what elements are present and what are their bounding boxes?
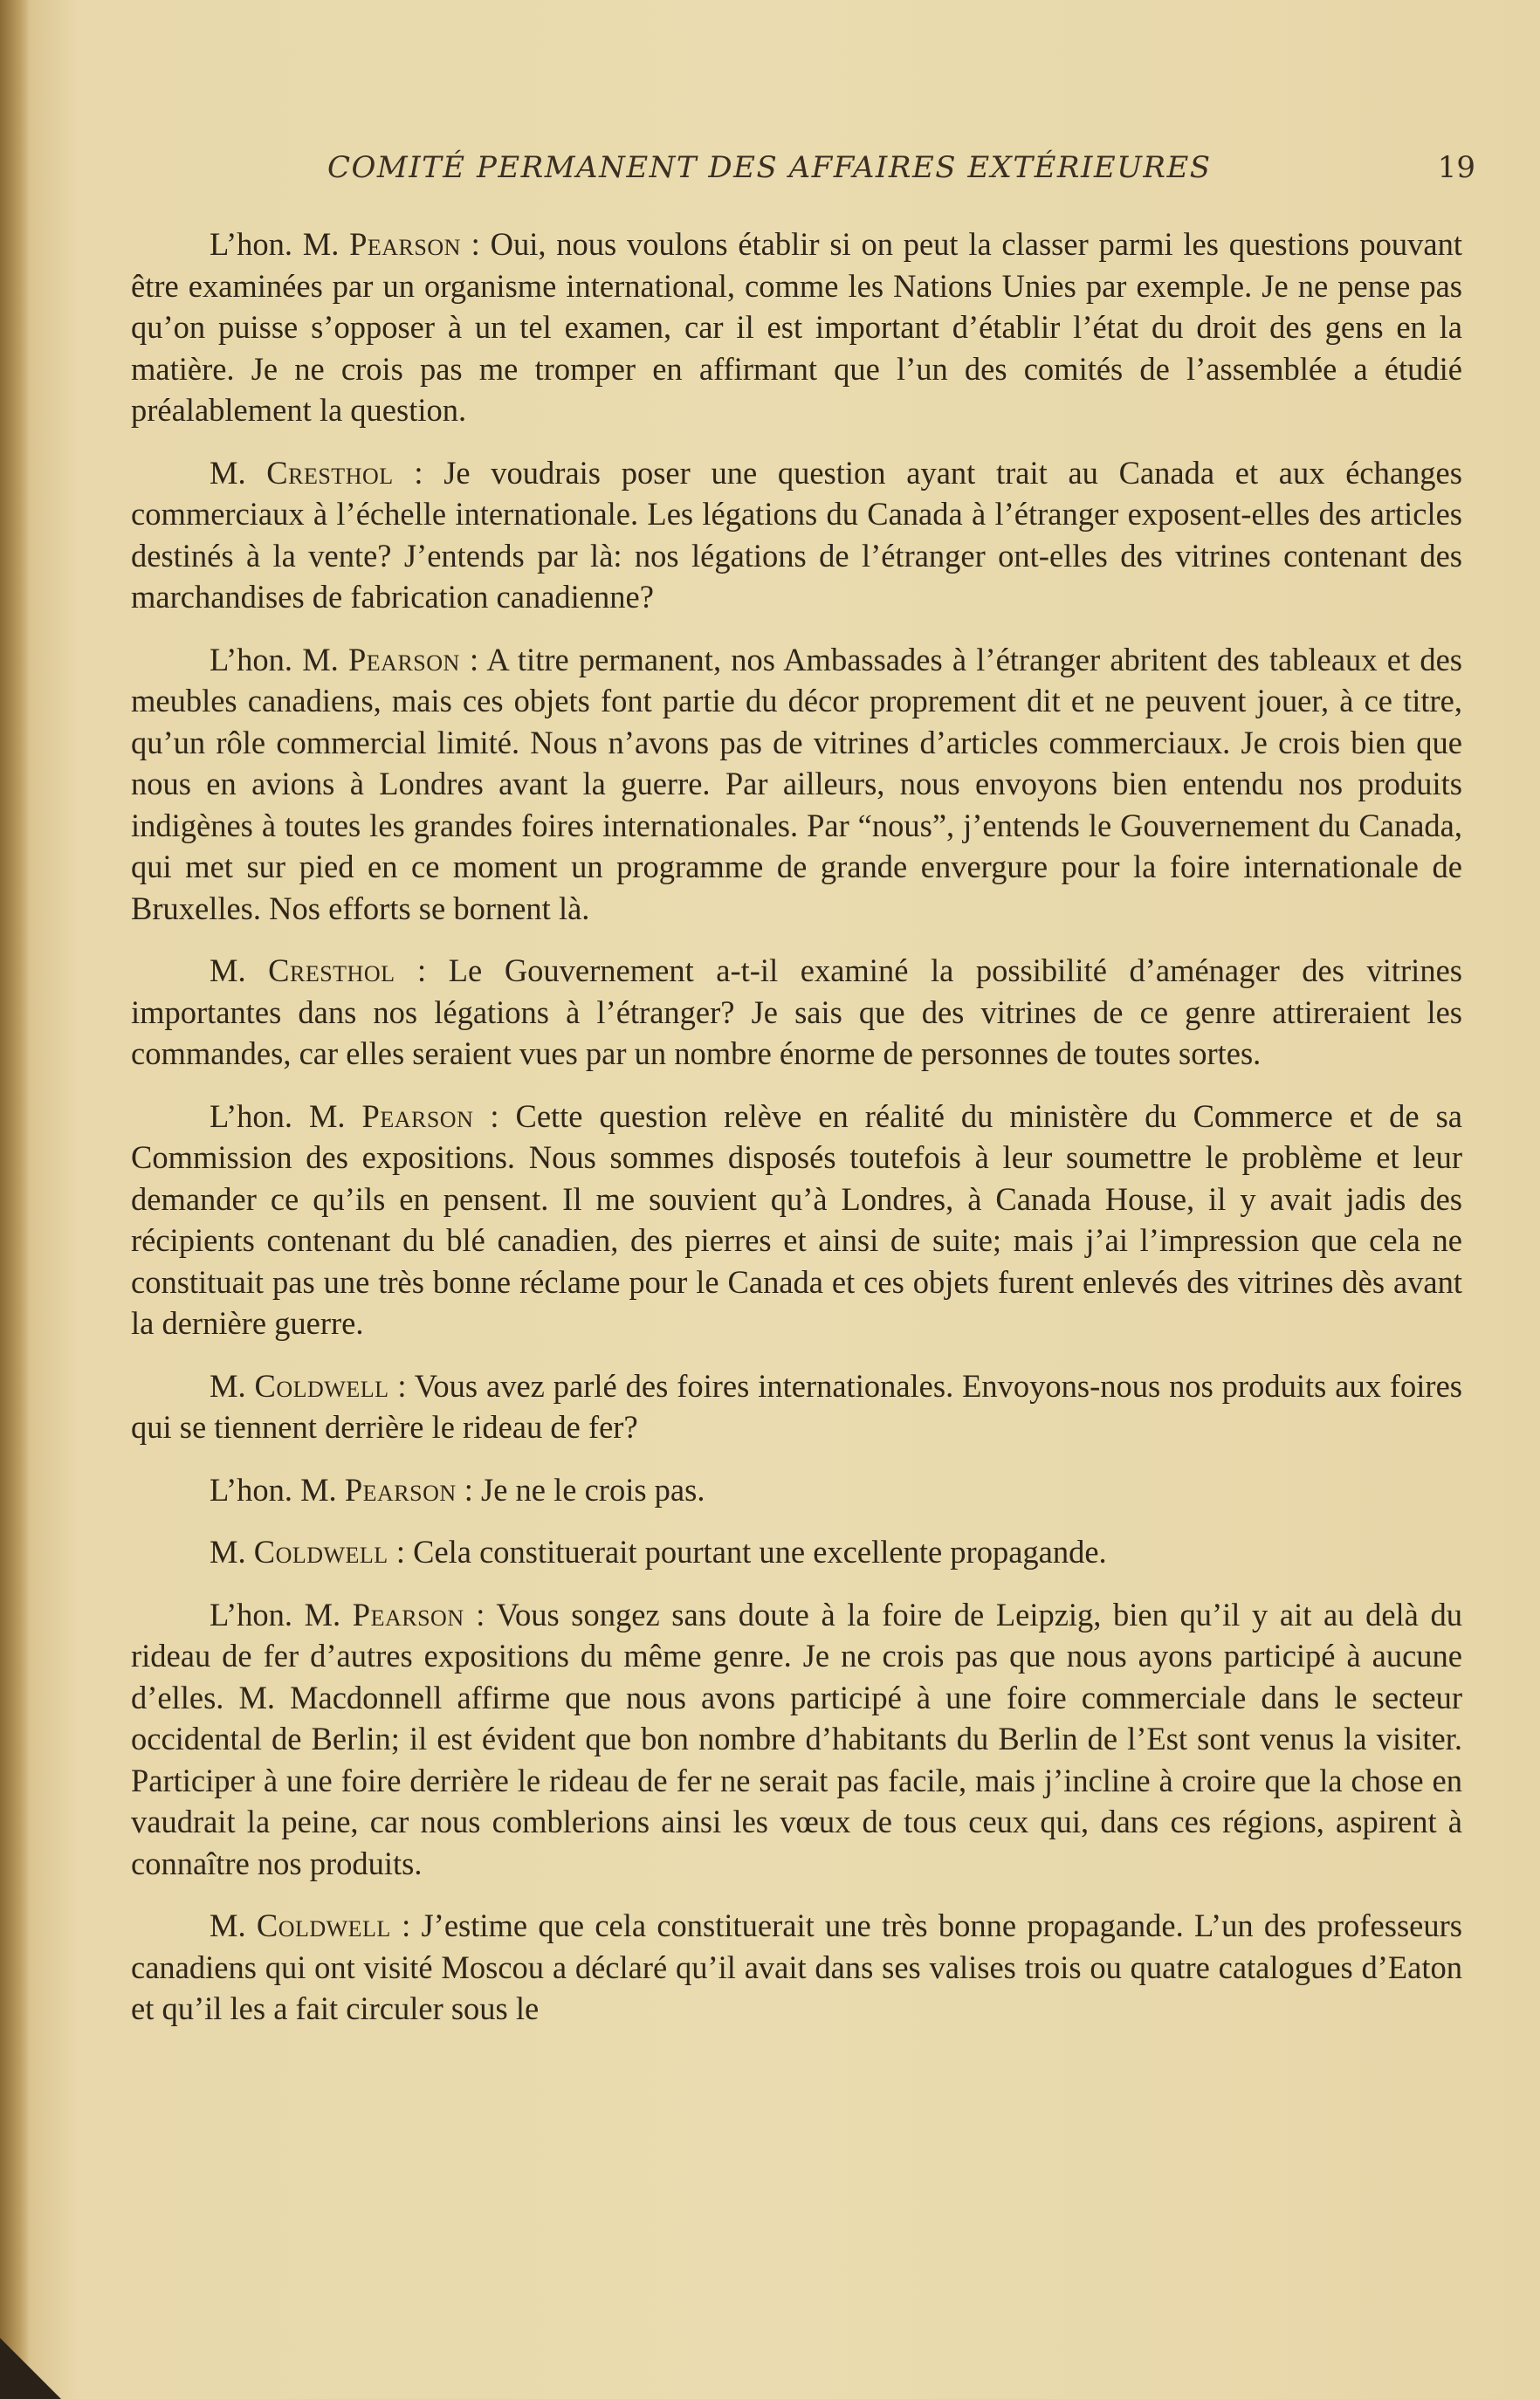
running-head xyxy=(131,150,1475,194)
speaker-separator: : xyxy=(464,1596,497,1633)
paragraph-text: Vous songez sans doute à la foire de Leipzig, bien qu’il y ait au delà du rideau de fer d’autres expositions du même genre. Je ne crois pas que nous ayons participé à aucune d’elles. M. Macdonnell affirme que nous avons participé à une foire commerciale dans le secteur occidental de Berlin; il est évident que bon nombre d’habitants du Berlin de l’Est sont venus la visiter. Participer à une foire derrière le rideau de fer ne serait pas facile, mais j’incline à croire que la chose en vaudrait la peine, car nous comblerions ainsi les vœux de tous ceux qui, dans ces régions, aspirent à connaître nos produits. xyxy=(131,1596,1462,1881)
speaker-prefix: M. xyxy=(210,1908,257,1943)
speaker-name: Pearson xyxy=(344,1471,457,1508)
paragraph xyxy=(131,1365,1462,1448)
speaker-name: Pearson xyxy=(349,226,461,262)
paragraph xyxy=(131,452,1462,618)
paragraph xyxy=(131,1096,1462,1344)
speaker-name: Coldwell xyxy=(254,1367,389,1404)
speaker-name: Coldwell xyxy=(253,1534,388,1570)
page-corner-shadow xyxy=(0,2338,61,2399)
speaker-separator: : xyxy=(456,1471,482,1508)
speaker-separator: : xyxy=(388,1534,414,1570)
speaker-prefix: L’hon. M. xyxy=(210,1596,353,1633)
speaker-name: Cresthol xyxy=(266,454,394,491)
speaker-prefix: L’hon. M. xyxy=(210,1097,362,1134)
paragraph-text: A titre permanent, nos Ambassades à l’étranger abritent des tableaux et des meubles canadiens, mais ces objets font partie du décor proprement dit et ne peuvent jouer, à ce titre, qu’un rôle commercial limité. Nous n’avons pas de vitrines d’articles commerciaux. Je crois bien que nous en avions à Londres avant la guerre. Par ailleurs, nous envoyons bien entendu nos produits indigènes à toutes les grandes foires internationales. Par “nous”, j’entends le Gouvernement du Canada, qui met sur pied en ce moment un programme de grande envergure pour la foire internationale de Bruxelles. Nos efforts se bornent là. xyxy=(131,641,1462,926)
paragraph-text: Cela constituerait pourtant une excellente propagande. xyxy=(413,1534,1107,1570)
speaker-prefix: M. xyxy=(210,1534,254,1570)
speaker-name: Pearson xyxy=(361,1097,474,1134)
speaker-prefix: M. xyxy=(210,952,269,988)
speaker-separator: : xyxy=(388,1367,415,1404)
speaker-prefix: L’hon. M. xyxy=(210,641,348,677)
paragraph xyxy=(131,1594,1462,1885)
speaker-separator: : xyxy=(393,454,444,491)
paragraph-text: Cette question relève en réalité du ministère du Commerce et de sa Commission des expositions. Nous sommes disposés toutefois à leur soumettre le problème et leur demander ce qu’ils en pensent. Il me souvient qu’à Londres, à Canada House, il y avait jadis des récipients contenant du blé canadien, des pierres et ainsi de suite; mais j’ai l’impression que cela ne constituait pas une très bonne réclame pour le Canada et ces objets furent enlevés des vitrines dès avant la dernière guerre. xyxy=(131,1097,1462,1341)
speaker-prefix: M. xyxy=(210,1367,255,1404)
paragraph xyxy=(131,1531,1462,1573)
speaker-separator: : xyxy=(459,641,487,677)
paragraph xyxy=(131,223,1462,431)
speaker-name: Cresthol xyxy=(268,952,395,988)
paragraph xyxy=(131,950,1462,1075)
speaker-separator: : xyxy=(460,226,491,262)
speaker-name: Pearson xyxy=(352,1596,464,1633)
paragraph-text: J’estime que cela constituerait une très bonne propagande. L’un des professeurs canadiens qui ont visité Moscou a déclaré qu’il avait dans ses valises trois ou quatre catalogues d’Eaton et qu’il les a fait circuler sous le xyxy=(131,1908,1462,2026)
speaker-name: Coldwell xyxy=(256,1908,391,1943)
paragraph xyxy=(131,1469,1462,1511)
paragraph-text: Oui, nous voulons établir si on peut la classer parmi les questions pouvant être examinées par un organisme international, comme les Nations Unies par exemple. Je ne pense pas qu’on puisse s’opposer à un tel examen, car il est important d’établir l’état du droit des gens en la matière. Je ne crois pas me tromper en affirmant que l’un des comités de l’assemblée a étudié préalablement la question. xyxy=(131,226,1462,428)
speaker-name: Pearson xyxy=(347,641,460,677)
speaker-prefix: L’hon. M. xyxy=(210,1471,345,1508)
paragraph-text: Je ne le crois pas. xyxy=(481,1471,705,1508)
speaker-separator: : xyxy=(390,1908,422,1943)
paragraph-text: Vous avez parlé des foires internationales. Envoyons-nous nos produits aux foires qui se tiennent derrière le rideau de fer? xyxy=(131,1367,1462,1445)
paragraph-text: Le Gouvernement a-t-il examiné la possibilité d’aménager des vitrines importantes dans nos légations à l’étranger? Je sais que des vitrines de ce genre attireraient les commandes, car elles seraient vues par un nombre énorme de personnes de toutes sortes. xyxy=(131,952,1462,1071)
speaker-prefix: M. xyxy=(210,454,267,491)
page-number: 19 xyxy=(1437,150,1475,185)
paragraph-text: Je voudrais poser une question ayant trait au Canada et aux échanges commerciaux à l’échelle internationale. Les légations du Canada à l’étranger exposent-elles des articles destinés à la vente? J’entends par là: nos légations de l’étranger ont-elles des vitrines contenant des marchandises de fabrication canadienne? xyxy=(131,454,1462,615)
speaker-separator: : xyxy=(473,1097,516,1134)
speaker-separator: : xyxy=(395,952,449,988)
speaker-prefix: L’hon. M. xyxy=(210,226,350,262)
body-text xyxy=(131,223,1462,2051)
binding-shadow xyxy=(0,0,30,2399)
paragraph xyxy=(131,639,1462,930)
running-title: COMITÉ PERMANENT DES AFFAIRES EXTÉRIEURES xyxy=(327,150,1212,185)
paragraph xyxy=(131,1905,1462,2030)
